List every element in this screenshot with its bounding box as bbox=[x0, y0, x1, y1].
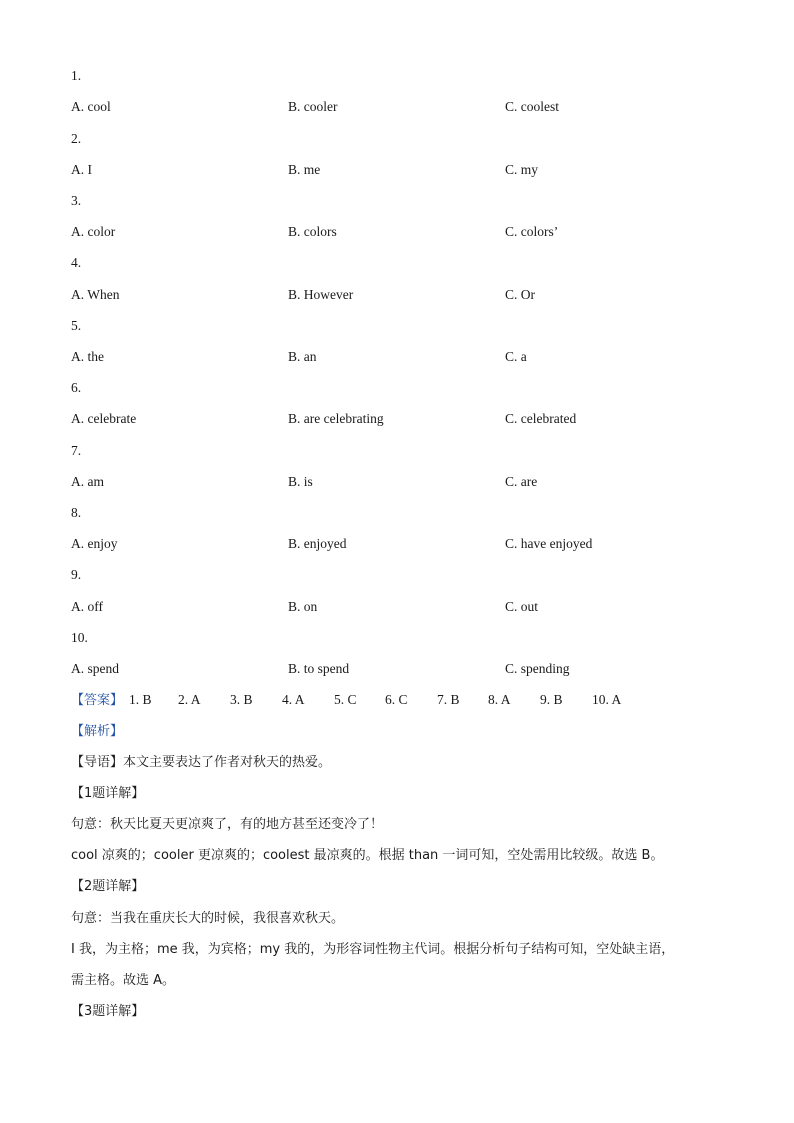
option-b: B. me bbox=[288, 162, 321, 177]
question-number: 1. bbox=[71, 68, 82, 83]
question-number: 7. bbox=[71, 443, 82, 458]
option-a: A. When bbox=[71, 287, 120, 302]
answer-item: 9. B bbox=[540, 692, 563, 707]
question-number: 10. bbox=[71, 630, 88, 645]
question-number: 4. bbox=[71, 255, 82, 270]
option-b: B. on bbox=[288, 599, 318, 614]
option-c: C. coolest bbox=[505, 99, 559, 114]
answer-item: 6. C bbox=[385, 692, 408, 707]
q2-detail-line-2: 需主格。故选 A。 bbox=[71, 973, 176, 988]
answer-item: 8. A bbox=[488, 692, 511, 707]
option-c: C. have enjoyed bbox=[505, 536, 593, 551]
question-number: 6. bbox=[71, 380, 82, 395]
option-a: A. the bbox=[71, 349, 104, 364]
option-a: A. enjoy bbox=[71, 536, 118, 551]
answer-item: 3. B bbox=[230, 692, 253, 707]
answer-tag: 【答案】 bbox=[71, 693, 124, 708]
q1-detail: cool 凉爽的；cooler 更凉爽的；coolest 最凉爽的。根据 than 一词可知，空处需用比较级。故选 B。 bbox=[71, 848, 664, 863]
option-c: C. out bbox=[505, 599, 539, 614]
option-a: A. off bbox=[71, 599, 103, 614]
q2-detail-line-1: I 我，为主格；me 我，为宾格；my 我的，为形容词性物主代词。根据分析句子结构可知，空处缺主语， bbox=[71, 942, 675, 957]
option-b: B. cooler bbox=[288, 99, 338, 114]
option-b: B. to spend bbox=[288, 661, 350, 676]
option-c: C. spending bbox=[505, 661, 570, 676]
option-b: B. However bbox=[288, 287, 354, 302]
option-b: B. colors bbox=[288, 224, 337, 239]
question-number: 9. bbox=[71, 567, 82, 582]
analysis-heading: 【解析】 bbox=[71, 724, 124, 739]
q2-heading: 【2题详解】 bbox=[71, 879, 145, 894]
question-number: 8. bbox=[71, 505, 82, 520]
option-a: A. I bbox=[71, 162, 92, 177]
option-b: B. an bbox=[288, 349, 317, 364]
analysis-intro: 【导语】本文主要表达了作者对秋天的热爱。 bbox=[71, 755, 332, 770]
q2-meaning: 句意：当我在重庆长大的时候，我很喜欢秋天。 bbox=[71, 911, 345, 926]
question-number: 2. bbox=[71, 131, 82, 146]
option-a: A. spend bbox=[71, 661, 119, 676]
option-c: C. colors’ bbox=[505, 224, 559, 239]
q1-heading: 【1题详解】 bbox=[71, 786, 145, 801]
option-c: C. are bbox=[505, 474, 538, 489]
option-a: A. cool bbox=[71, 99, 111, 114]
option-c: C. Or bbox=[505, 287, 535, 302]
answer-item: 5. C bbox=[334, 692, 357, 707]
option-c: C. my bbox=[505, 162, 539, 177]
q1-meaning: 句意：秋天比夏天更凉爽了，有的地方甚至还变冷了！ bbox=[71, 817, 384, 832]
answer-item: 1. B bbox=[129, 692, 152, 707]
answer-item: 10. A bbox=[592, 692, 622, 707]
q3-heading: 【3题详解】 bbox=[71, 1004, 145, 1019]
answer-item: 4. A bbox=[282, 692, 305, 707]
question-number: 3. bbox=[71, 193, 82, 208]
option-c: C. a bbox=[505, 349, 527, 364]
option-b: B. enjoyed bbox=[288, 536, 347, 551]
option-b: B. are celebrating bbox=[288, 411, 384, 426]
option-b: B. is bbox=[288, 474, 313, 489]
answer-key bbox=[71, 692, 622, 709]
question-number: 5. bbox=[71, 318, 82, 333]
option-a: A. celebrate bbox=[71, 411, 137, 426]
option-a: A. color bbox=[71, 224, 116, 239]
option-c: C. celebrated bbox=[505, 411, 577, 426]
answer-item: 2. A bbox=[178, 692, 201, 707]
option-a: A. am bbox=[71, 474, 104, 489]
answer-item: 7. B bbox=[437, 692, 460, 707]
